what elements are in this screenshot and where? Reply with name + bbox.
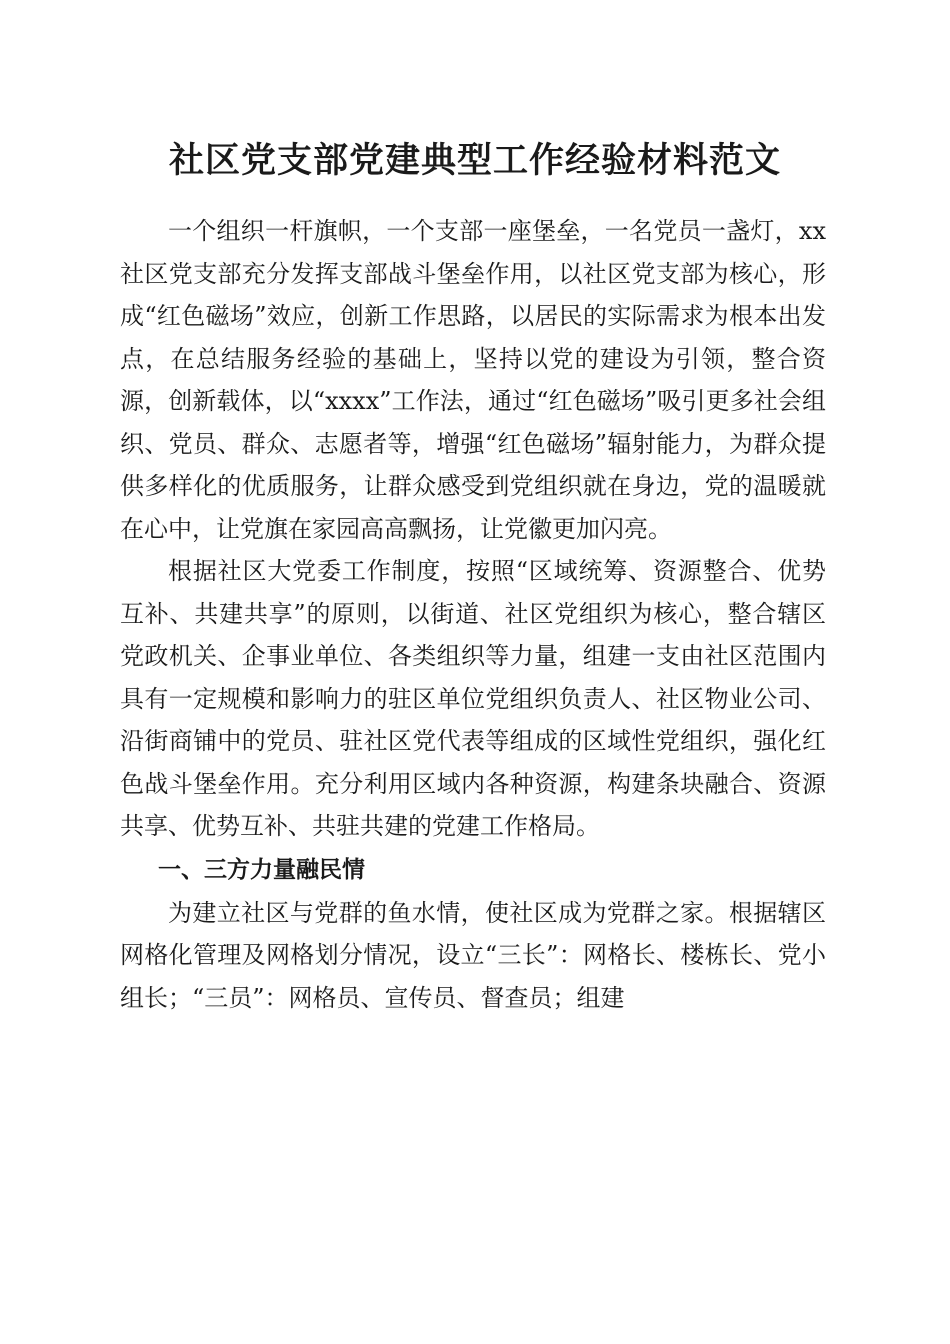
body-paragraph-1: 一个组织一杆旗帜，一个支部一座堡垒，一名党员一盏灯，xx社区党支部充分发挥支部战斗堡垒作用，以社区党支部为核心，形成“红色磁场”效应，创新工作思路，以居民的实际需求为根本出发点，在总结服务经验的基础上，坚持以党的建设为引领，整合资源，创新载体，以“xxxx”工作法，通过“红色磁场”吸引更多社会组织、党员、群众、志愿者等，增强“红色磁场”辐射能力，为群众提供多样化的优质服务，让群众感受到党组织就在身边，党的温暖就在心中，让党旗在家园高高飘扬，让党徽更加闪亮。 [120,217,826,543]
section-1-paragraph: 为建立社区与党群的鱼水情，使社区成为党群之家。根据辖区网格化管理及网格划分情况，设立“三长”：网格长、楼栋长、党小组长；“三员”：网格员、宣传员、督查员；组建 [120,898,826,1012]
body-paragraph-2: 根据社区大党委工作制度，按照“区域统筹、资源整合、优势互补、共建共享”的原则，以街道、社区党组织为核心，整合辖区党政机关、企事业单位、各类组织等力量，组建一支由社区范围内具有一定规模和影响力的驻区单位党组织负责人、社区物业公司、沿街商铺中的党员、驻社区党代表等组成的区域性党组织，强化红色战斗堡垒作用。充分利用区域内各种资源，构建条块融合、资源共享、优势互补、共驻共建的党建工作格局。 [120,557,826,840]
document-title: 社区党支部党建典型工作经验材料范文 [168,140,781,181]
document-body [120,210,826,1019]
section-heading-1: 一、三方力量融民情 [158,856,365,883]
